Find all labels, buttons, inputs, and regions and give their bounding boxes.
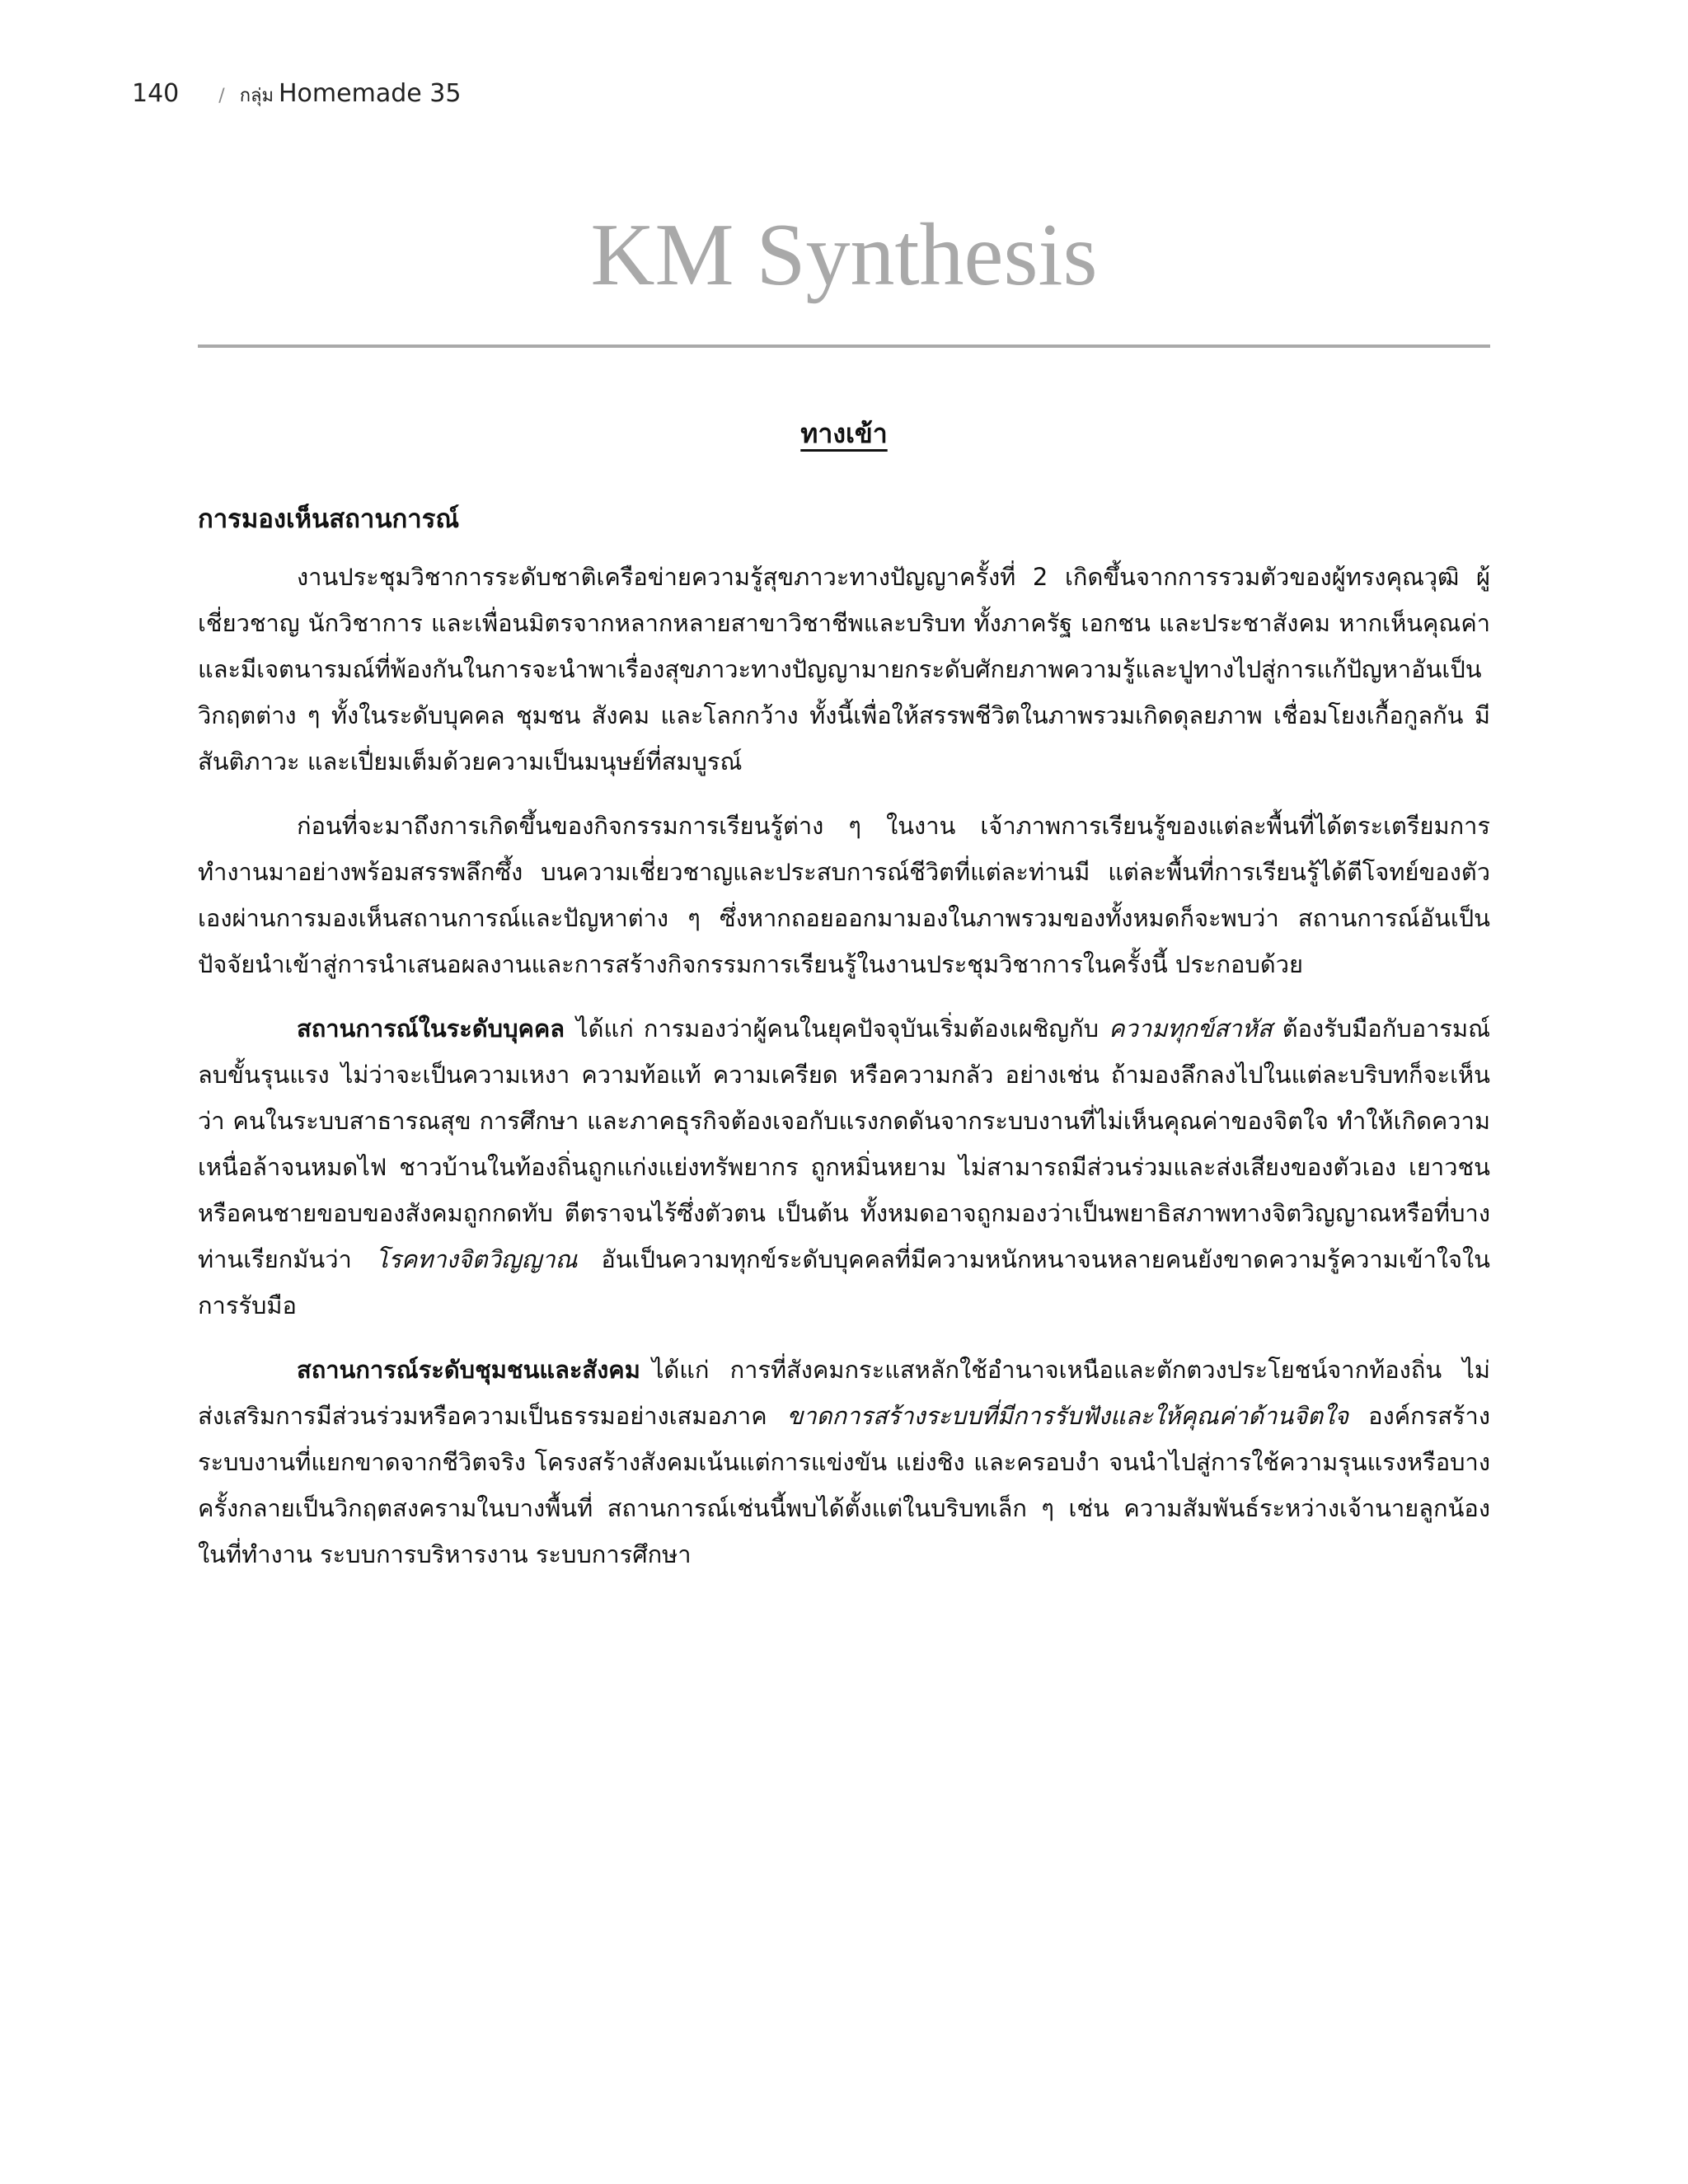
paragraph-3-emphasis-2: โรคทางจิตวิญญาณ [375,1245,578,1273]
paragraph-3-text-c: อันเป็นความทุกข์ระดับบุคคลที่มีความหนักหนาจนหลายคนยังขาดความรู้ความเข้าใจในการรับมือ [198,1245,1490,1319]
title-divider [198,344,1490,348]
running-header [132,79,461,120]
section-heading: ทางเข้า [800,418,888,449]
group-name: Homemade 35 [279,79,462,108]
body-content [198,410,1490,1596]
paragraph-4 [198,1347,1490,1577]
paragraph-4-emphasis-1: ขาดการสร้างระบบที่มีการรับฟังและให้คุณค่าด้านจิตใจ [786,1402,1349,1430]
paragraph-3 [198,1005,1490,1329]
sub-heading: การมองเห็นสถานการณ์ [198,504,460,534]
paragraph-1-text: งานประชุมวิชาการระดับชาติเครือข่ายความรู้สุขภาวะทางปัญญาครั้งที่ 2 เกิดขึ้นจากการรวมตัวของผู้ทรงคุณวุฒิ ผู้เชี่ยวชาญ นักวิชาการ และเพื่อนมิตรจากหลากหลายสาขาวิชาชีพและบริบท ทั้งภาครัฐ เอกชน และประชาสังคม หากเห็นคุณค่าและมีเจตนารมณ์ที่พ้องกันในการจะนำพาเรื่องสุขภาวะทางปัญญามายกระดับศักยภาพความรู้และปูทางไปสู่การแก้ปัญหาอันเป็นวิกฤตต่าง ๆ ทั้งในระดับบุคคล ชุมชน สังคม และโลกกว้าง ทั้งนี้เพื่อให้สรรพชีวิตในภาพรวมเกิดดุลยภาพ เชื่อมโยงเกื้อกูลกัน มีสันติภาวะ และเปี่ยมเต็มด้วยความเป็นมนุษย์ที่สมบูรณ์ [198,563,1490,776]
page-number: 140 [132,79,180,108]
group-prefix: กลุ่ม [239,86,274,106]
paragraph-4-text-a: ได้แก่ การที่สังคมกระแสหลักใช้อำนาจเหนือและตักตวงประโยชน์จากท้องถิ่น ไม่ส่งเสริมการมีส่วนร่วมหรือความเป็นธรรมอย่างเสมอภาค [198,1356,1490,1430]
header-separator: / [218,86,225,106]
paragraph-2-text: ก่อนที่จะมาถึงการเกิดขึ้นของกิจกรรมการเรียนรู้ต่าง ๆ ในงาน เจ้าภาพการเรียนรู้ของแต่ละพื้นที่ได้ตระเตรียมการทำงานมาอย่างพร้อมสรรพลึกซึ้ง บนความเชี่ยวชาญและประสบการณ์ชีวิตที่แต่ละท่านมี แต่ละพื้นที่การเรียนรู้ได้ตีโจทย์ของตัวเองผ่านการมองเห็นสถานการณ์และปัญหาต่าง ๆ ซึ่งหากถอยออกมามองในภาพรวมของทั้งหมดก็จะพบว่า สถานการณ์อันเป็นปัจจัยนำเข้าสู่การนำเสนอผลงานและการสร้างกิจกรรมการเรียนรู้ในงานประชุมวิชาการในครั้งนี้ ประกอบด้วย [198,812,1490,978]
paragraph-3-lead: สถานการณ์ในระดับบุคคล [297,1015,565,1043]
paragraph-4-lead: สถานการณ์ระดับชุมชนและสังคม [297,1356,640,1384]
paragraph-3-text-b: ต้องรับมือกับอารมณ์ลบขั้นรุนแรง ไม่ว่าจะเป็นความเหงา ความท้อแท้ ความเครียด หรือความกลัว อย่างเช่น ถ้ามองลึกลงไปในแต่ละบริบทก็จะเห็นว่า คนในระบบสาธารณสุข การศึกษา และภาคธุรกิจต้องเจอกับแรงกดดันจากระบบงานที่ไม่เห็นคุณค่าของจิตใจ ทำให้เกิดความเหนื่อล้าจนหมดไฟ ชาวบ้านในท้องถิ่นถูกแก่งแย่งทรัพยากร ถูกหมิ่นหยาม ไม่สามารถมีส่วนร่วมและส่งเสียงของตัวเอง เยาวชนหรือคนชายขอบของสังคมถูกกดทับ ตีตราจนไร้ซึ่งตัวตน เป็นต้น ทั้งหมดอาจถูกมองว่าเป็นพยาธิสภาพทางจิตวิญญาณหรือที่บางท่านเรียกมันว่า [198,1015,1490,1273]
paragraph-3-text-a: ได้แก่ การมองว่าผู้คนในยุคปัจจุบันเริ่มต้องเผชิญกับ [576,1015,1100,1043]
page-title: KM Synthesis [590,206,1098,304]
paragraph-1 [198,554,1490,785]
paragraph-3-emphasis-1: ความทุกข์สาหัส [1109,1015,1273,1043]
paragraph-4-text-b: องค์กรสร้างระบบงานที่แยกขาดจากชีวิตจริง โครงสร้างสังคมเน้นแต่การแข่งขัน แย่งชิง และครอบงำ จนนำไปสู่การใช้ความรุนแรงหรือบางครั้งกลายเป็นวิกฤตสงครามในบางพื้นที่ สถานการณ์เช่นนี้พบได้ตั้งแต่ในบริบทเล็ก ๆ เช่น ความสัมพันธ์ระหว่างเจ้านายลูกน้องในที่ทำงาน ระบบการบริหารงาน ระบบการศึกษา [198,1402,1491,1568]
paragraph-2 [198,803,1490,987]
